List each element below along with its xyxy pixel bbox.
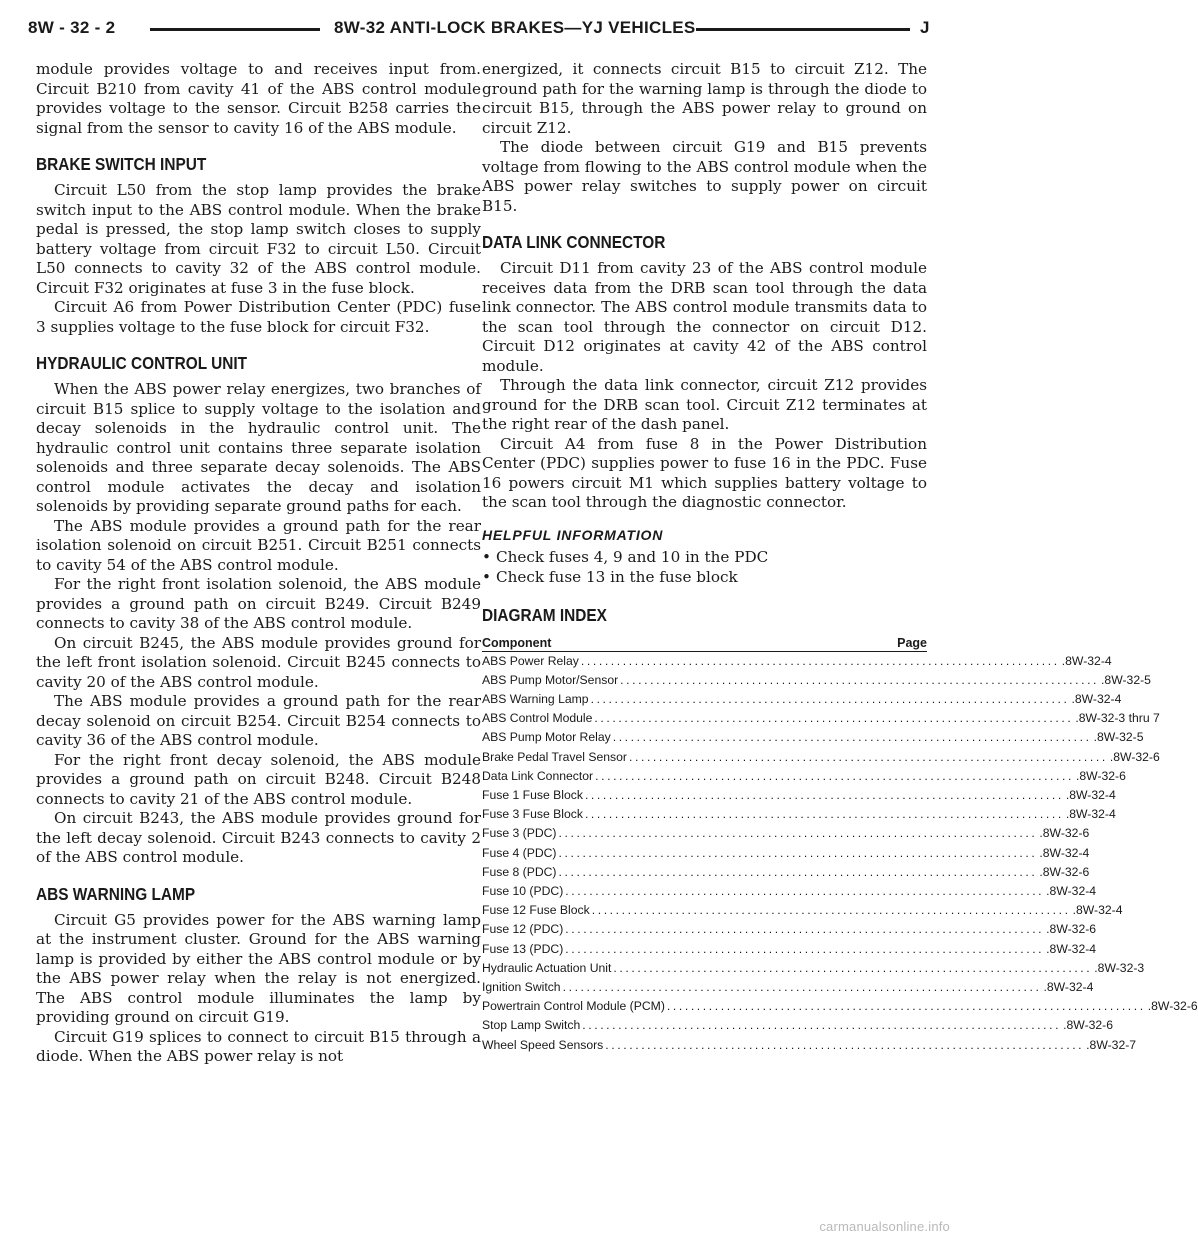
component-name: Fuse 1 Fuse Block bbox=[482, 787, 583, 802]
component-name: Ignition Switch bbox=[482, 979, 561, 994]
paragraph: When the ABS power relay energizes, two branches of circuit B15 splice to supply voltage to the isolation and decay solenoids in the hydraulic control unit. The hydraulic control unit contains three separate isolation solenoids and three separate decay solenoids. The ABS control module activates the decay and isolation solenoids by providing separate ground paths for each. bbox=[36, 380, 481, 515]
page-number: 8W - 32 - 2 bbox=[28, 18, 116, 37]
page-reference: .8W-32-7 bbox=[1086, 1037, 1137, 1052]
page-reference: .8W-32-4 bbox=[1061, 653, 1112, 668]
page-reference: .8W-32-4 bbox=[1046, 941, 1097, 956]
dot-leader: ................................................................................ bbox=[628, 749, 1108, 764]
dot-leader: ................................................................................ bbox=[620, 672, 1100, 687]
list-item: • Check fuses 4, 9 and 10 in the PDC bbox=[482, 547, 769, 566]
dot-leader: ................................................................................ bbox=[584, 787, 1064, 802]
component-column-header: Component bbox=[482, 635, 552, 650]
component-name: Fuse 12 Fuse Block bbox=[482, 903, 590, 918]
component-name: Powertrain Control Module (PCM) bbox=[482, 999, 665, 1014]
table-row bbox=[482, 1036, 1137, 1055]
paragraph: The ABS module provides a ground path for the rear isolation solenoid on circuit B251. Circuit B251 connects to cavity 54 of the ABS control module. bbox=[36, 516, 481, 574]
table-row bbox=[482, 978, 1094, 997]
hydraulic-control-unit-heading: HYDRAULIC CONTROL UNIT bbox=[36, 353, 248, 373]
paragraph: Through the data link connector, circuit Z12 provides ground for the DRB scan tool. Circuit Z12 terminates at the right rear of the dash panel. bbox=[482, 376, 927, 433]
page-reference: .8W-32-4 bbox=[1039, 845, 1090, 860]
right-column bbox=[482, 60, 1198, 1055]
header-letter: J bbox=[920, 18, 930, 37]
data-link-connector-heading: DATA LINK CONNECTOR bbox=[482, 232, 666, 252]
component-name: Fuse 10 (PDC) bbox=[482, 883, 564, 898]
dot-leader: ................................................................................ bbox=[582, 1018, 1062, 1033]
page-reference: .8W-32-6 bbox=[1076, 768, 1126, 783]
component-name: Fuse 8 (PDC) bbox=[482, 864, 557, 879]
paragraph: For the right front decay solenoid, the ABS module provides a ground path on circuit B248. Circuit B248 connects to cavity 21 of the ABS control module. bbox=[36, 750, 481, 808]
dot-leader: ................................................................................ bbox=[591, 903, 1071, 918]
component-name: Fuse 3 Fuse Block bbox=[482, 807, 583, 822]
page-reference: .8W-32-4 bbox=[1065, 787, 1116, 802]
table-row bbox=[482, 805, 1116, 824]
dot-leader: ................................................................................ bbox=[666, 999, 1146, 1014]
table-row bbox=[482, 652, 1112, 671]
dot-leader: ................................................................................ bbox=[590, 691, 1070, 706]
paragraph: On circuit B243, the ABS module provides ground for the left decay solenoid. Circuit B243 connects to cavity 2 of the ABS control module. bbox=[36, 809, 481, 866]
paragraph: The diode between circuit G19 and B15 prevents voltage from flowing to the ABS control module when the ABS power relay switches to supply power on circuit B15. bbox=[482, 138, 927, 215]
paragraph: On circuit B245, the ABS module provides ground for the left front isolation solenoid. Circuit B245 connects to cavity 20 of the ABS control module. bbox=[36, 633, 481, 691]
helpful-information-heading: HELPFUL INFORMATION bbox=[482, 526, 664, 543]
table-row bbox=[482, 728, 1144, 747]
page-reference: .8W-32-6 bbox=[1039, 826, 1090, 841]
dot-leader: ................................................................................ bbox=[562, 979, 1042, 994]
page-reference: .8W-32-6 bbox=[1063, 1018, 1114, 1033]
page-reference: .8W-32-3 thru 7 bbox=[1075, 711, 1160, 726]
paragraph: The ABS module provides a ground path for the rear decay solenoid on circuit B254. Circuit B254 connects to cavity 36 of the ABS control module. bbox=[36, 692, 481, 749]
table-row bbox=[482, 824, 1090, 843]
dot-leader: ................................................................................ bbox=[605, 1037, 1085, 1052]
page-reference: .8W-32-5 bbox=[1101, 672, 1151, 687]
paragraph: Circuit A6 from Power Distribution Center (PDC) fuse 3 supplies voltage to the fuse block for circuit F32. bbox=[36, 298, 481, 336]
bullet-icon: • bbox=[482, 547, 491, 566]
section-title: 8W-32 ANTI-LOCK BRAKES—YJ VEHICLES bbox=[334, 18, 696, 37]
table-row bbox=[482, 844, 1090, 863]
table-row bbox=[482, 901, 1123, 920]
intro-paragraph: module provides voltage to and receives input from. Circuit B210 from cavity 41 of the ABS control module provides voltage to the sensor. Circuit B258 carries the signal from the sensor to cavity 16 of the ABS module. bbox=[36, 60, 481, 137]
table-row bbox=[482, 920, 1097, 939]
dot-leader: ................................................................................ bbox=[612, 730, 1092, 745]
list-item: • Check fuse 13 in the fuse block bbox=[482, 567, 738, 586]
paragraph: Circuit G19 splices to connect to circuit B15 through a diode. When the ABS power relay is not bbox=[36, 1027, 481, 1065]
dot-leader: ................................................................................ bbox=[565, 922, 1045, 937]
dot-leader: ................................................................................ bbox=[558, 845, 1038, 860]
page-reference: .8W-32-6 bbox=[1046, 922, 1097, 937]
diagram-index-table bbox=[482, 652, 1198, 1055]
dot-leader: ................................................................................ bbox=[565, 941, 1045, 956]
table-row bbox=[482, 863, 1090, 882]
table-row bbox=[482, 690, 1122, 709]
page-header bbox=[28, 16, 932, 42]
brake-switch-heading: BRAKE SWITCH INPUT bbox=[36, 154, 207, 174]
dot-leader: ................................................................................ bbox=[558, 826, 1038, 841]
table-row bbox=[482, 671, 1151, 690]
paragraph: Circuit G5 provides power for the ABS warning lamp at the instrument cluster. Ground for the ABS warning lamp is provided by either the ABS control module or by the ABS power relay when the relay is not energized. The ABS control module illuminates the lamp by providing ground on circuit G19. bbox=[36, 910, 481, 1026]
header-rule-left bbox=[150, 28, 320, 31]
table-row bbox=[482, 709, 1160, 728]
page-reference: .8W-32-4 bbox=[1071, 691, 1122, 706]
bullet-icon: • bbox=[482, 567, 491, 586]
component-name: Fuse 13 (PDC) bbox=[482, 941, 564, 956]
component-name: Brake Pedal Travel Sensor bbox=[482, 749, 627, 764]
diagram-index-heading: DIAGRAM INDEX bbox=[482, 604, 607, 625]
abs-warning-lamp-heading: ABS WARNING LAMP bbox=[36, 883, 196, 904]
table-row bbox=[482, 1016, 1114, 1035]
dot-leader: ................................................................................ bbox=[584, 807, 1064, 822]
page-reference: .8W-32-4 bbox=[1046, 883, 1097, 898]
component-name: ABS Pump Motor/Sensor bbox=[482, 672, 619, 687]
continued-paragraph: energized, it connects circuit B15 to circuit Z12. The ground path for the warning lamp is through the diode to circuit B15, through the ABS power relay to ground on circuit Z12. bbox=[482, 60, 927, 137]
dot-leader: ................................................................................ bbox=[595, 768, 1074, 783]
page-reference: .8W-32-5 bbox=[1093, 730, 1144, 745]
table-row bbox=[482, 748, 1160, 767]
page-reference: .8W-32-6 bbox=[1109, 749, 1160, 764]
component-name: Fuse 3 (PDC) bbox=[482, 826, 557, 841]
table-row bbox=[482, 882, 1097, 901]
table-row bbox=[482, 940, 1097, 959]
page-reference: .8W-32-4 bbox=[1043, 979, 1094, 994]
page-reference: .8W-32-3 bbox=[1094, 960, 1145, 975]
component-name: Hydraulic Actuation Unit bbox=[482, 960, 612, 975]
page-reference: .8W-32-4 bbox=[1072, 903, 1123, 918]
component-name: ABS Warning Lamp bbox=[482, 691, 589, 706]
paragraph: For the right front isolation solenoid, the ABS module provides a ground path on circuit B249. Circuit B249 connects to cavity 38 of the ABS control module. bbox=[36, 575, 481, 632]
component-name: Stop Lamp Switch bbox=[482, 1018, 581, 1033]
component-name: ABS Control Module bbox=[482, 711, 593, 726]
component-name: Fuse 12 (PDC) bbox=[482, 922, 564, 937]
helpful-information-list bbox=[482, 547, 927, 587]
component-name: Wheel Speed Sensors bbox=[482, 1037, 604, 1052]
component-name: Data Link Connector bbox=[482, 768, 594, 783]
component-name: Fuse 4 (PDC) bbox=[482, 845, 557, 860]
header-rule-right bbox=[696, 28, 910, 31]
left-column bbox=[36, 60, 481, 1067]
table-row bbox=[482, 767, 1126, 786]
dot-leader: ................................................................................ bbox=[594, 711, 1074, 726]
dot-leader: ................................................................................ bbox=[580, 653, 1060, 668]
page-reference: .8W-32-6 bbox=[1039, 864, 1090, 879]
table-row bbox=[482, 997, 1198, 1016]
component-name: ABS Power Relay bbox=[482, 653, 579, 668]
index-table-header bbox=[482, 636, 927, 652]
dot-leader: ................................................................................ bbox=[558, 864, 1038, 879]
dot-leader: ................................................................................ bbox=[565, 883, 1045, 898]
paragraph: Circuit L50 from the stop lamp provides the brake switch input to the ABS control module. When the brake pedal is pressed, the stop lamp switch closes to supply battery voltage from circuit F32 to circuit L50. Circuit L50 connects to cavity 32 of the ABS control module. Circuit F32 originates at fuse 3 in the fuse block. bbox=[36, 181, 481, 297]
paragraph: Circuit D11 from cavity 23 of the ABS control module receives data from the DRB scan tool through the data link connector. The ABS control module transmits data to the scan tool through the connector on circuit D12. Circuit D12 originates at cavity 42 of the ABS control module. bbox=[482, 259, 927, 375]
paragraph: Circuit A4 from fuse 8 in the Power Distribution Center (PDC) supplies power to fuse 16 in the PDC. Fuse 16 powers circuit M1 which supplies battery voltage to the scan tool through the diagnostic connector. bbox=[482, 434, 927, 511]
watermark-text: carmanualsonline.info bbox=[819, 1219, 950, 1234]
page-column-header: Page bbox=[897, 635, 927, 650]
page-reference: .8W-32-6 bbox=[1147, 999, 1198, 1014]
table-row bbox=[482, 786, 1116, 805]
dot-leader: ................................................................................ bbox=[613, 960, 1093, 975]
component-name: ABS Pump Motor Relay bbox=[482, 730, 611, 745]
table-row bbox=[482, 959, 1145, 978]
page-reference: .8W-32-4 bbox=[1065, 807, 1116, 822]
